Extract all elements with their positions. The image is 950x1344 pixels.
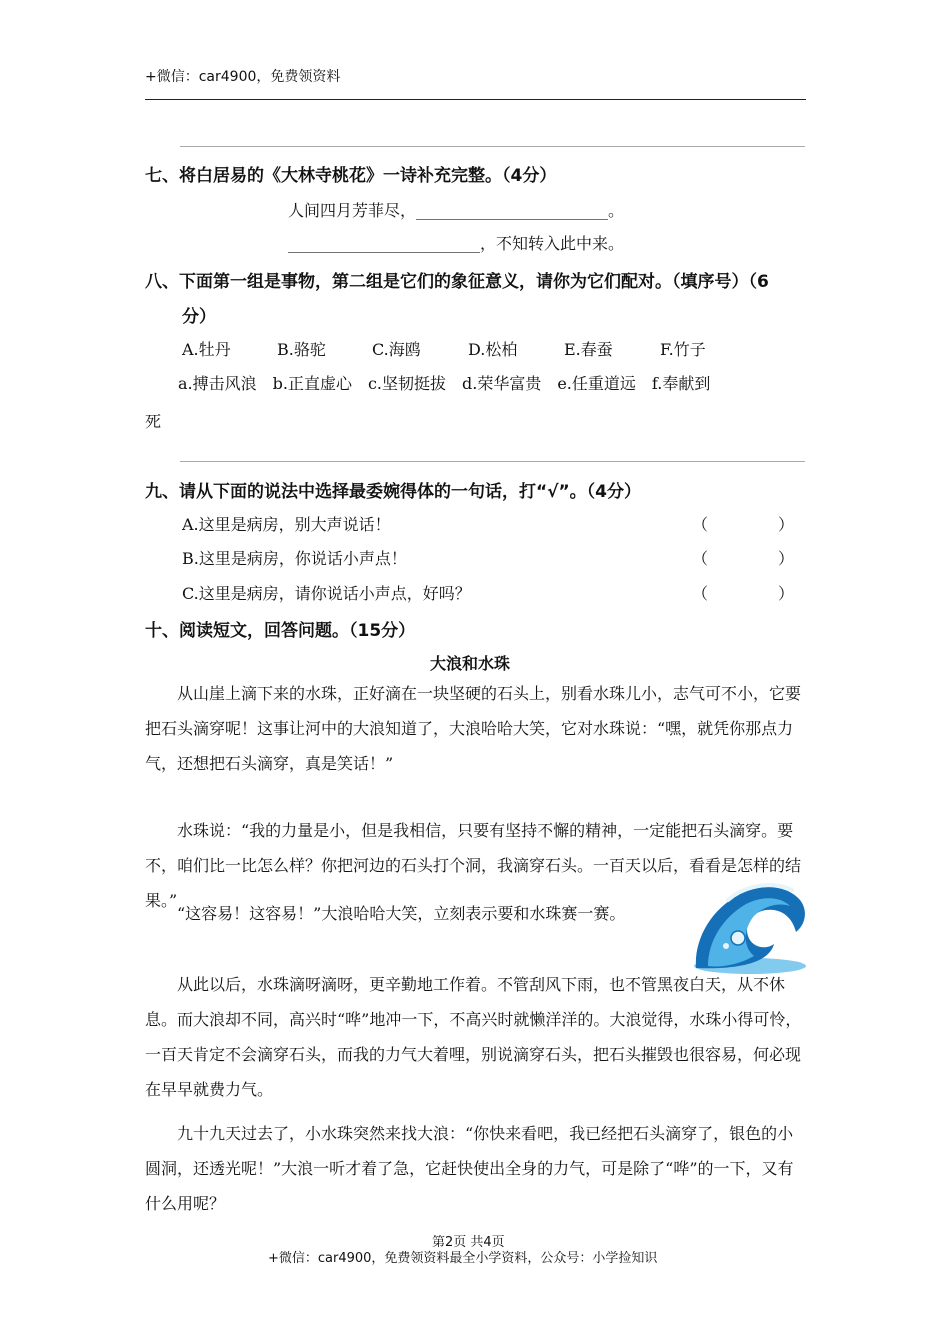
answer-paren-close: ） [778,549,795,568]
water-drop [731,931,745,945]
header-rule [145,99,806,100]
q9-option-a: A.这里是病房，别大声说话！ [182,515,391,534]
story-paragraph-3: “这容易！这容易！”大浪哈哈大笑，立刻表示要和水珠赛一赛。 [177,904,626,923]
q9-option-b: B.这里是病房，你说话小声点！ [182,549,407,568]
water-drop [723,943,729,949]
answer-paren-close: ） [778,584,795,603]
separator-line-2 [180,461,805,462]
q8-item-d: D.松柏 [468,340,518,359]
wave-illustration [688,880,810,976]
story-title: 大浪和水珠 [430,654,511,673]
q8-item-a: A.牡丹 [182,340,231,359]
q8-meanings: a.搏击风浪 b.正直虚心 c.坚韧挺拔 d.荣华富贵 e.任重道远 f.奉献到 [178,374,711,393]
story-paragraph-4: 从此以后，水珠滴呀滴呀，更辛勤地工作着。不管刮风下雨，也不管黑夜白天，从不休息。而大浪却不同，高兴时“哗”地冲一下，不高兴时就懒洋洋的。大浪觉得，水珠小得可怜，一百天肯定不会滴穿石头，而我的力气大着哩，别说滴穿石头，把石头摧毁也很容易，何必现在早早就费力气。 [145,975,802,1099]
q7-title: 七、将白居易的《大林寺桃花》一诗补充完整。（4分） [145,166,557,186]
story-paragraph-5: 九十九天过去了，小水珠突然来找大浪：“你快来看吧，我已经把石头滴穿了，银色的小圆洞，还透光呢！”大浪一听才着了急，它赶快使出全身的力气，可是除了“哗”的一下，又有什么用呢？ [145,1124,794,1213]
answer-paren-open: （ [692,584,709,603]
q8-meanings-cont: 死 [145,412,162,431]
answer-paren-close: ） [778,515,795,534]
story-paragraph-1: 从山崖上滴下来的水珠，正好滴在一块坚硬的石头上，别看水珠儿小，志气可不小，它要把石头滴穿呢！这事让河中的大浪知道了，大浪哈哈大笑，它对水珠说：“嘿，就凭你那点力气，还想把石头滴穿，真是笑话！” [145,684,802,773]
q8-title: 八、下面第一组是事物，第二组是它们的象征意义，请你为它们配对。（填序号）（6 [145,272,769,292]
q7-line1: 人间四月芳菲尽，________________________。 [288,201,625,220]
q8-item-b: B.骆驼 [277,340,326,359]
q8-item-f: F.竹子 [660,340,706,359]
q8-item-c: C.海鸥 [372,340,421,359]
q8-title-cont: 分） [182,307,216,327]
footer-text: +微信：car4900，免费领资料最全小学资料，公众号：小学捡知识 [268,1251,658,1266]
q7-line2: ________________________，不知转入此中来。 [288,234,625,253]
separator-line [180,146,805,147]
q9-option-c: C.这里是病房，请你说话小声点，好吗？ [182,584,471,603]
answer-paren-open: （ [692,515,709,534]
story-paragraph-2: 水珠说：“我的力量是小，但是我相信，只要有坚持不懈的精神，一定能把石头滴穿。要不，咱们比一比怎么样？你把河边的石头打个洞，我滴穿石头。一百天以后，看看是怎样的结果。” [145,821,802,910]
q9-title: 九、请从下面的说法中选择最委婉得体的一句话，打“√”。（4分） [145,482,642,502]
answer-paren-open: （ [692,549,709,568]
page-number: 第2页 共4页 [432,1235,505,1250]
q10-title: 十、阅读短文，回答问题。（15分） [145,621,416,641]
q8-item-e: E.春蚕 [564,340,613,359]
header-text: +微信：car4900，免费领资料 [145,69,341,85]
